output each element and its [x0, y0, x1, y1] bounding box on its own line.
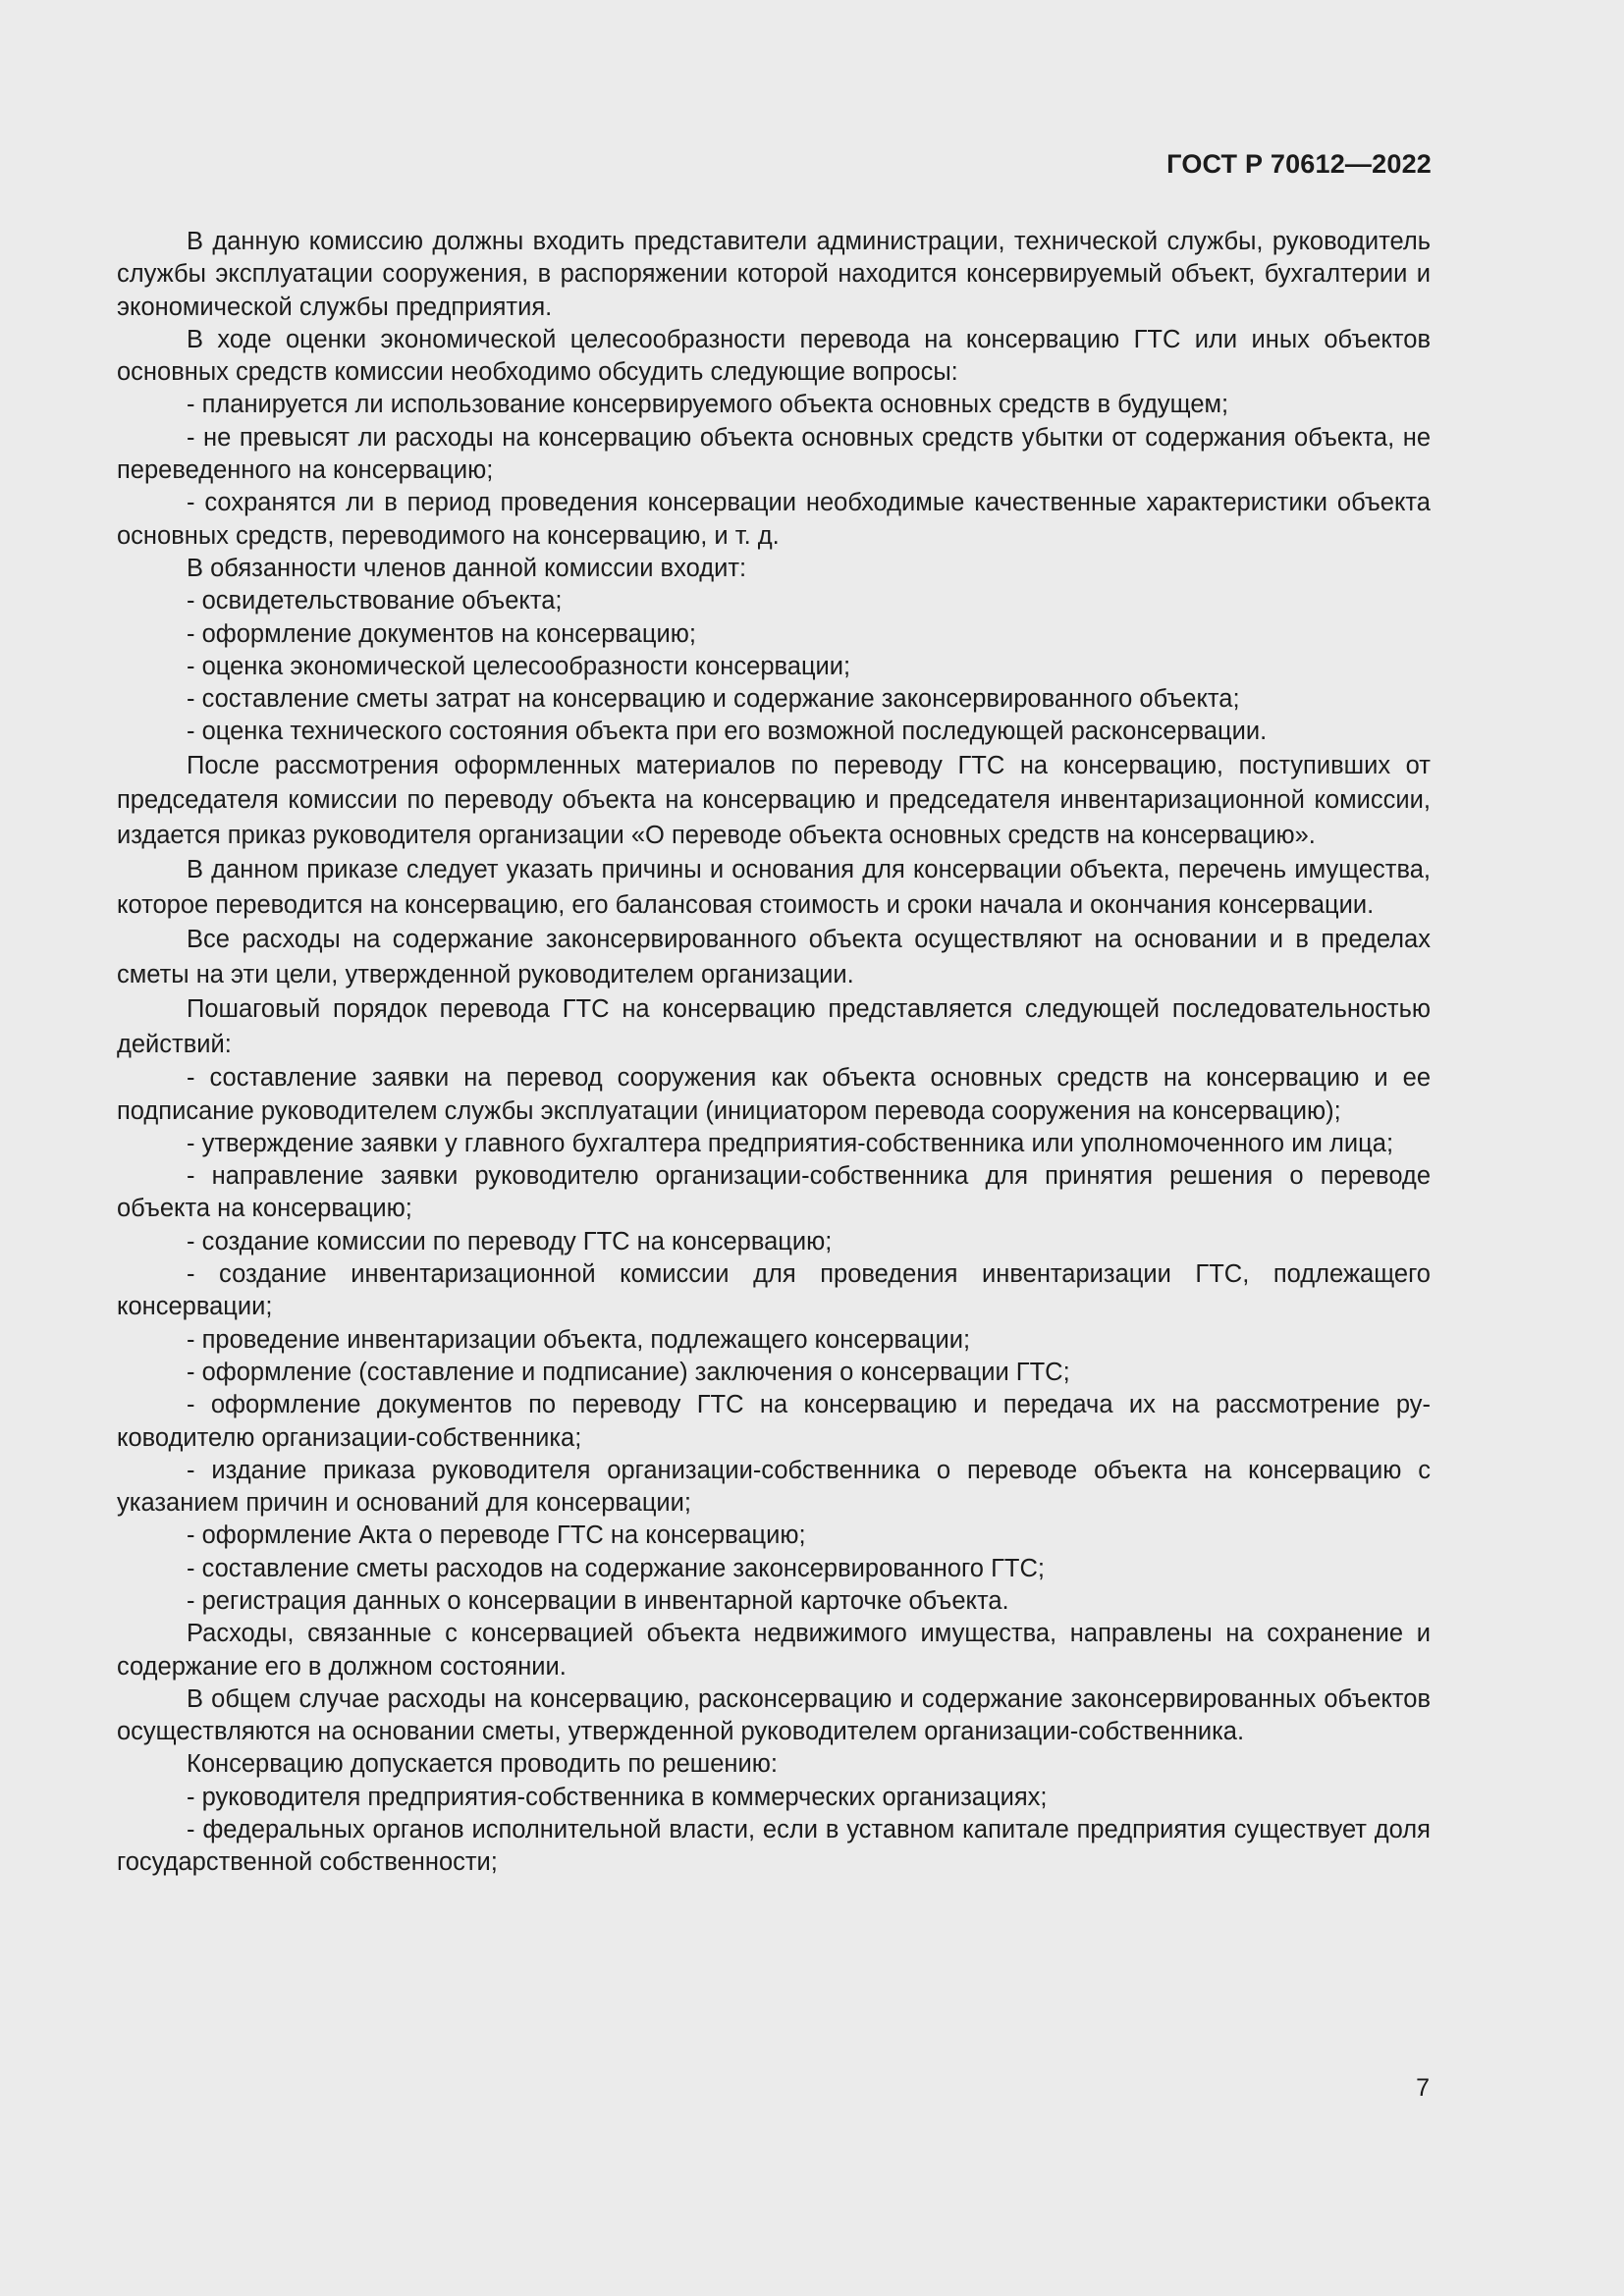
paragraph: Все расходы на содержание законсервированного объекта осуществляют на основании и в пределах сметы на эти цели, утвержденной руководителем организации. [117, 926, 1431, 988]
paragraph: В данном приказе следует указать причины и основания для консервации объекта, перечень имущества, которое переводится на консервацию, его балансовая стоимость и сроки начала и окончания консервации. [117, 856, 1431, 919]
list-item: - составление сметы расходов на содержание законсервированного ГТС; [187, 1554, 1045, 1582]
paragraph: В обязанности членов данной комиссии входит: [187, 554, 747, 582]
list-item: - издание приказа руководителя организации-собственника о переводе объекта на консервацию с указанием причин и оснований для консервации; [117, 1456, 1431, 1518]
list-item: - освидетельствование объекта; [187, 587, 563, 615]
list-item: - создание инвентаризационной комиссии для проведения инвентаризации ГТС, подлежащего консервации; [117, 1260, 1431, 1321]
list-item: - оформление (составление и подписание) заключения о консервации ГТС; [187, 1358, 1070, 1386]
paragraph: Консервацию допускается проводить по решению: [187, 1750, 778, 1779]
list-item: - направление заявки руководителю организации-собственника для принятия решения о переводе объекта на консервацию; [117, 1162, 1431, 1223]
list-item: - составление сметы затрат на консервацию и содержание законсервированного объекта; [187, 685, 1240, 714]
paragraph: В данную комиссию должны входить представители администрации, технической службы, руководитель службы эксплуатации сооружения, в распоряжении которой находится консервируемый объект, бухгалтерии и экономической службы предприятия. [117, 228, 1431, 321]
list-item: - руководителя предприятия-собственника в коммерческих организациях; [187, 1783, 1048, 1811]
list-item: - оформление документов на консервацию; [187, 619, 696, 648]
paragraph: Расходы, связанные с консервацией объекта недвижимого имущества, направлены на сохранение и содержание его в должном состоянии. [117, 1620, 1431, 1681]
page-number: 7 [1416, 2074, 1430, 2102]
paragraph: В общем случае расходы на консервацию, расконсервацию и содержание законсервированных объектов осуществляются на основании сметы, утвержденной руководителем организации-собственника. [117, 1684, 1431, 1746]
paragraph: Пошаговый порядок перевода ГТС на консервацию представляется следующей последовательностью действий: [117, 995, 1431, 1058]
paragraph: В ходе оценки экономической целесообразности перевода на консервацию ГТС или иных объектов основных средств комиссии необходимо обсудить следующие вопросы: [117, 325, 1431, 387]
list-item: - федеральных органов исполнительной власти, если в уставном капитале предприятия существует доля государственной собственности; [117, 1816, 1431, 1877]
list-item: - составление заявки на перевод сооружения как объекта основных средств на консервацию и ее подписание руководителем службы эксплуатации (инициатором перевода сооружения на консервацию); [117, 1064, 1431, 1125]
list-item: - оценка экономической целесообразности консервации; [187, 652, 851, 680]
document-body [117, 226, 1431, 1880]
list-item: - не превысят ли расходы на консервацию объекта основных средств убытки от содержания объекта, не переведенного на консервацию; [117, 423, 1431, 485]
list-item: - оформление документов по переводу ГТС на консервацию и передача их на рассмотрение руководителю организации-собственника; [117, 1391, 1431, 1452]
list-item: - проведение инвентаризации объекта, подлежащего консервации; [187, 1325, 971, 1354]
list-item: - утверждение заявки у главного бухгалтера предприятия-собственника или уполномоченного им лица; [187, 1129, 1394, 1157]
list-item: - регистрация данных о консервации в инвентарной карточке объекта. [187, 1587, 1009, 1615]
list-item: - оформление Акта о переводе ГТС на консервацию; [187, 1522, 806, 1550]
document-header: ГОСТ Р 70612—2022 [1166, 149, 1432, 179]
list-item: - сохранятся ли в период проведения консервации необходимые качественные характеристики объекта основных средств, переводимого на консервацию, и т. д. [117, 489, 1431, 550]
paragraph: После рассмотрения оформленных материалов по переводу ГТС на консервацию, поступивших от председателя комиссии по переводу объекта на консервацию и председателя инвентаризационной комиссии, издается приказ руководителя организации «О переводе объекта основных средств на консервацию». [117, 751, 1431, 849]
list-item: - создание комиссии по переводу ГТС на консервацию; [187, 1227, 833, 1255]
list-item: - оценка технического состояния объекта при его возможной последующей расконсервации. [187, 718, 1268, 746]
list-item: - планируется ли использование консервируемого объекта основных средств в будущем; [187, 391, 1229, 419]
